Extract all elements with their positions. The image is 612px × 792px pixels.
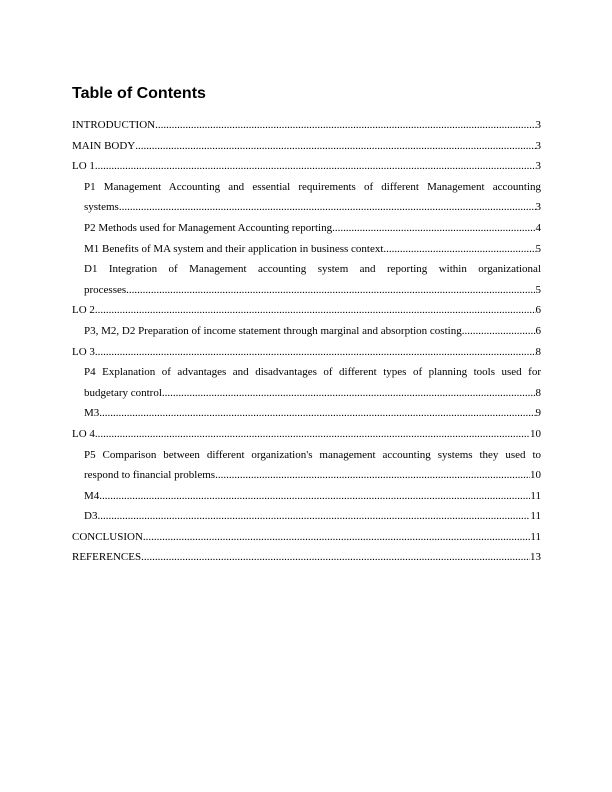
toc-entry-p3-m2-d2[interactable] xyxy=(72,321,541,342)
toc-entry-lo-1[interactable] xyxy=(72,156,541,177)
toc-entry-label-line1: D1 Integration of Management accounting system and reporting within organizational xyxy=(84,263,541,276)
toc-entry-lo-3[interactable] xyxy=(72,342,541,363)
toc-entry-label: LO 4 xyxy=(72,427,95,440)
toc-entry-label: MAIN BODY xyxy=(72,139,136,152)
toc-leader-dots xyxy=(135,136,535,157)
toc-leader-dots xyxy=(332,218,535,239)
toc-entry-m1[interactable] xyxy=(72,239,541,260)
toc-leader-dots xyxy=(462,321,536,342)
toc-page-number: 3 xyxy=(535,160,541,173)
toc-entry-label-line2: processes xyxy=(84,283,127,296)
toc-entry-label: P2 Methods used for Management Accounting reporting xyxy=(84,221,333,234)
toc-page-number: 13 xyxy=(530,551,541,564)
toc-page-number: 5 xyxy=(535,283,541,296)
toc-entry-p1[interactable] xyxy=(72,177,541,218)
toc-page-number: 3 xyxy=(535,139,541,152)
toc-entry-m3[interactable] xyxy=(72,403,541,424)
toc-page-number: 10 xyxy=(530,469,541,482)
toc-page-number: 3 xyxy=(535,119,541,131)
toc-leader-dots xyxy=(141,547,530,568)
toc-entry-label: LO 2 xyxy=(72,304,95,317)
toc-entry-label: REFERENCES xyxy=(72,551,142,564)
page-title: Table of Contents xyxy=(72,85,206,102)
toc-entry-lo-2[interactable] xyxy=(72,300,541,321)
toc-entry-label: M1 Benefits of MA system and their application in business context xyxy=(84,242,384,255)
toc-entry-introduction[interactable] xyxy=(72,115,541,136)
toc-leader-dots xyxy=(95,156,536,177)
toc-entry-main-body[interactable] xyxy=(72,136,541,157)
toc-entry-d3[interactable] xyxy=(72,506,541,527)
toc-page-number: 11 xyxy=(530,530,541,543)
toc-entry-label-line2: respond to financial problems xyxy=(84,469,216,482)
toc-entry-label: LO 3 xyxy=(72,345,95,358)
toc-leader-dots xyxy=(126,280,535,301)
toc-leader-dots xyxy=(95,424,530,445)
toc-page-number: 9 xyxy=(535,407,541,420)
toc-page-number: 8 xyxy=(535,345,541,358)
toc-entry-m4[interactable] xyxy=(72,486,541,507)
toc-entry-label-line1: P1 Management Accounting and essential requirements of different Management accounting xyxy=(84,180,541,193)
toc-leader-dots xyxy=(99,486,530,507)
toc-entry-label: INTRODUCTION xyxy=(72,119,156,131)
toc-leader-dots xyxy=(97,506,530,527)
toc-page-number: 4 xyxy=(535,221,541,234)
toc-leader-dots xyxy=(95,342,536,363)
toc-leader-dots xyxy=(162,383,536,404)
toc-page-number: 10 xyxy=(530,427,541,440)
toc-leader-dots xyxy=(143,527,531,548)
toc-entry-d1[interactable] xyxy=(72,259,541,300)
toc-page-number: 3 xyxy=(535,201,541,214)
toc-entry-label-line1: P5 Comparison between different organization's management accounting systems they used to xyxy=(84,448,541,461)
toc-leader-dots xyxy=(95,300,536,321)
toc-leader-dots xyxy=(383,239,535,260)
toc-page-number: 6 xyxy=(535,324,541,337)
toc-entry-references[interactable] xyxy=(72,547,541,568)
table-of-contents xyxy=(72,115,541,568)
toc-entry-label-line2: budgetary control xyxy=(84,386,162,399)
toc-leader-dots xyxy=(155,115,535,136)
toc-entry-label-line2: systems xyxy=(84,201,119,214)
toc-entry-p2[interactable] xyxy=(72,218,541,239)
toc-page-number: 5 xyxy=(535,242,541,255)
toc-page-number: 11 xyxy=(530,510,541,523)
toc-leader-dots xyxy=(99,403,535,424)
toc-page-number: 8 xyxy=(535,386,541,399)
toc-entry-label: LO 1 xyxy=(72,160,95,173)
toc-leader-dots xyxy=(119,197,536,218)
toc-entry-lo-4[interactable] xyxy=(72,424,541,445)
toc-entry-label: CONCLUSION xyxy=(72,530,143,543)
toc-entry-label: M3 xyxy=(84,407,100,420)
toc-page-number: 6 xyxy=(535,304,541,317)
toc-leader-dots xyxy=(215,465,530,486)
toc-entry-label: M4 xyxy=(84,489,100,502)
toc-entry-label-line1: P4 Explanation of advantages and disadvantages of different types of planning tools used for xyxy=(84,366,541,379)
toc-entry-p5[interactable] xyxy=(72,445,541,486)
toc-entry-p4[interactable] xyxy=(72,362,541,403)
toc-entry-label: D3 xyxy=(84,510,98,523)
toc-entry-label: P3, M2, D2 Preparation of income statement through marginal and absorption costing xyxy=(84,324,462,337)
toc-entry-conclusion[interactable] xyxy=(72,527,541,548)
toc-page-number: 11 xyxy=(530,489,541,502)
